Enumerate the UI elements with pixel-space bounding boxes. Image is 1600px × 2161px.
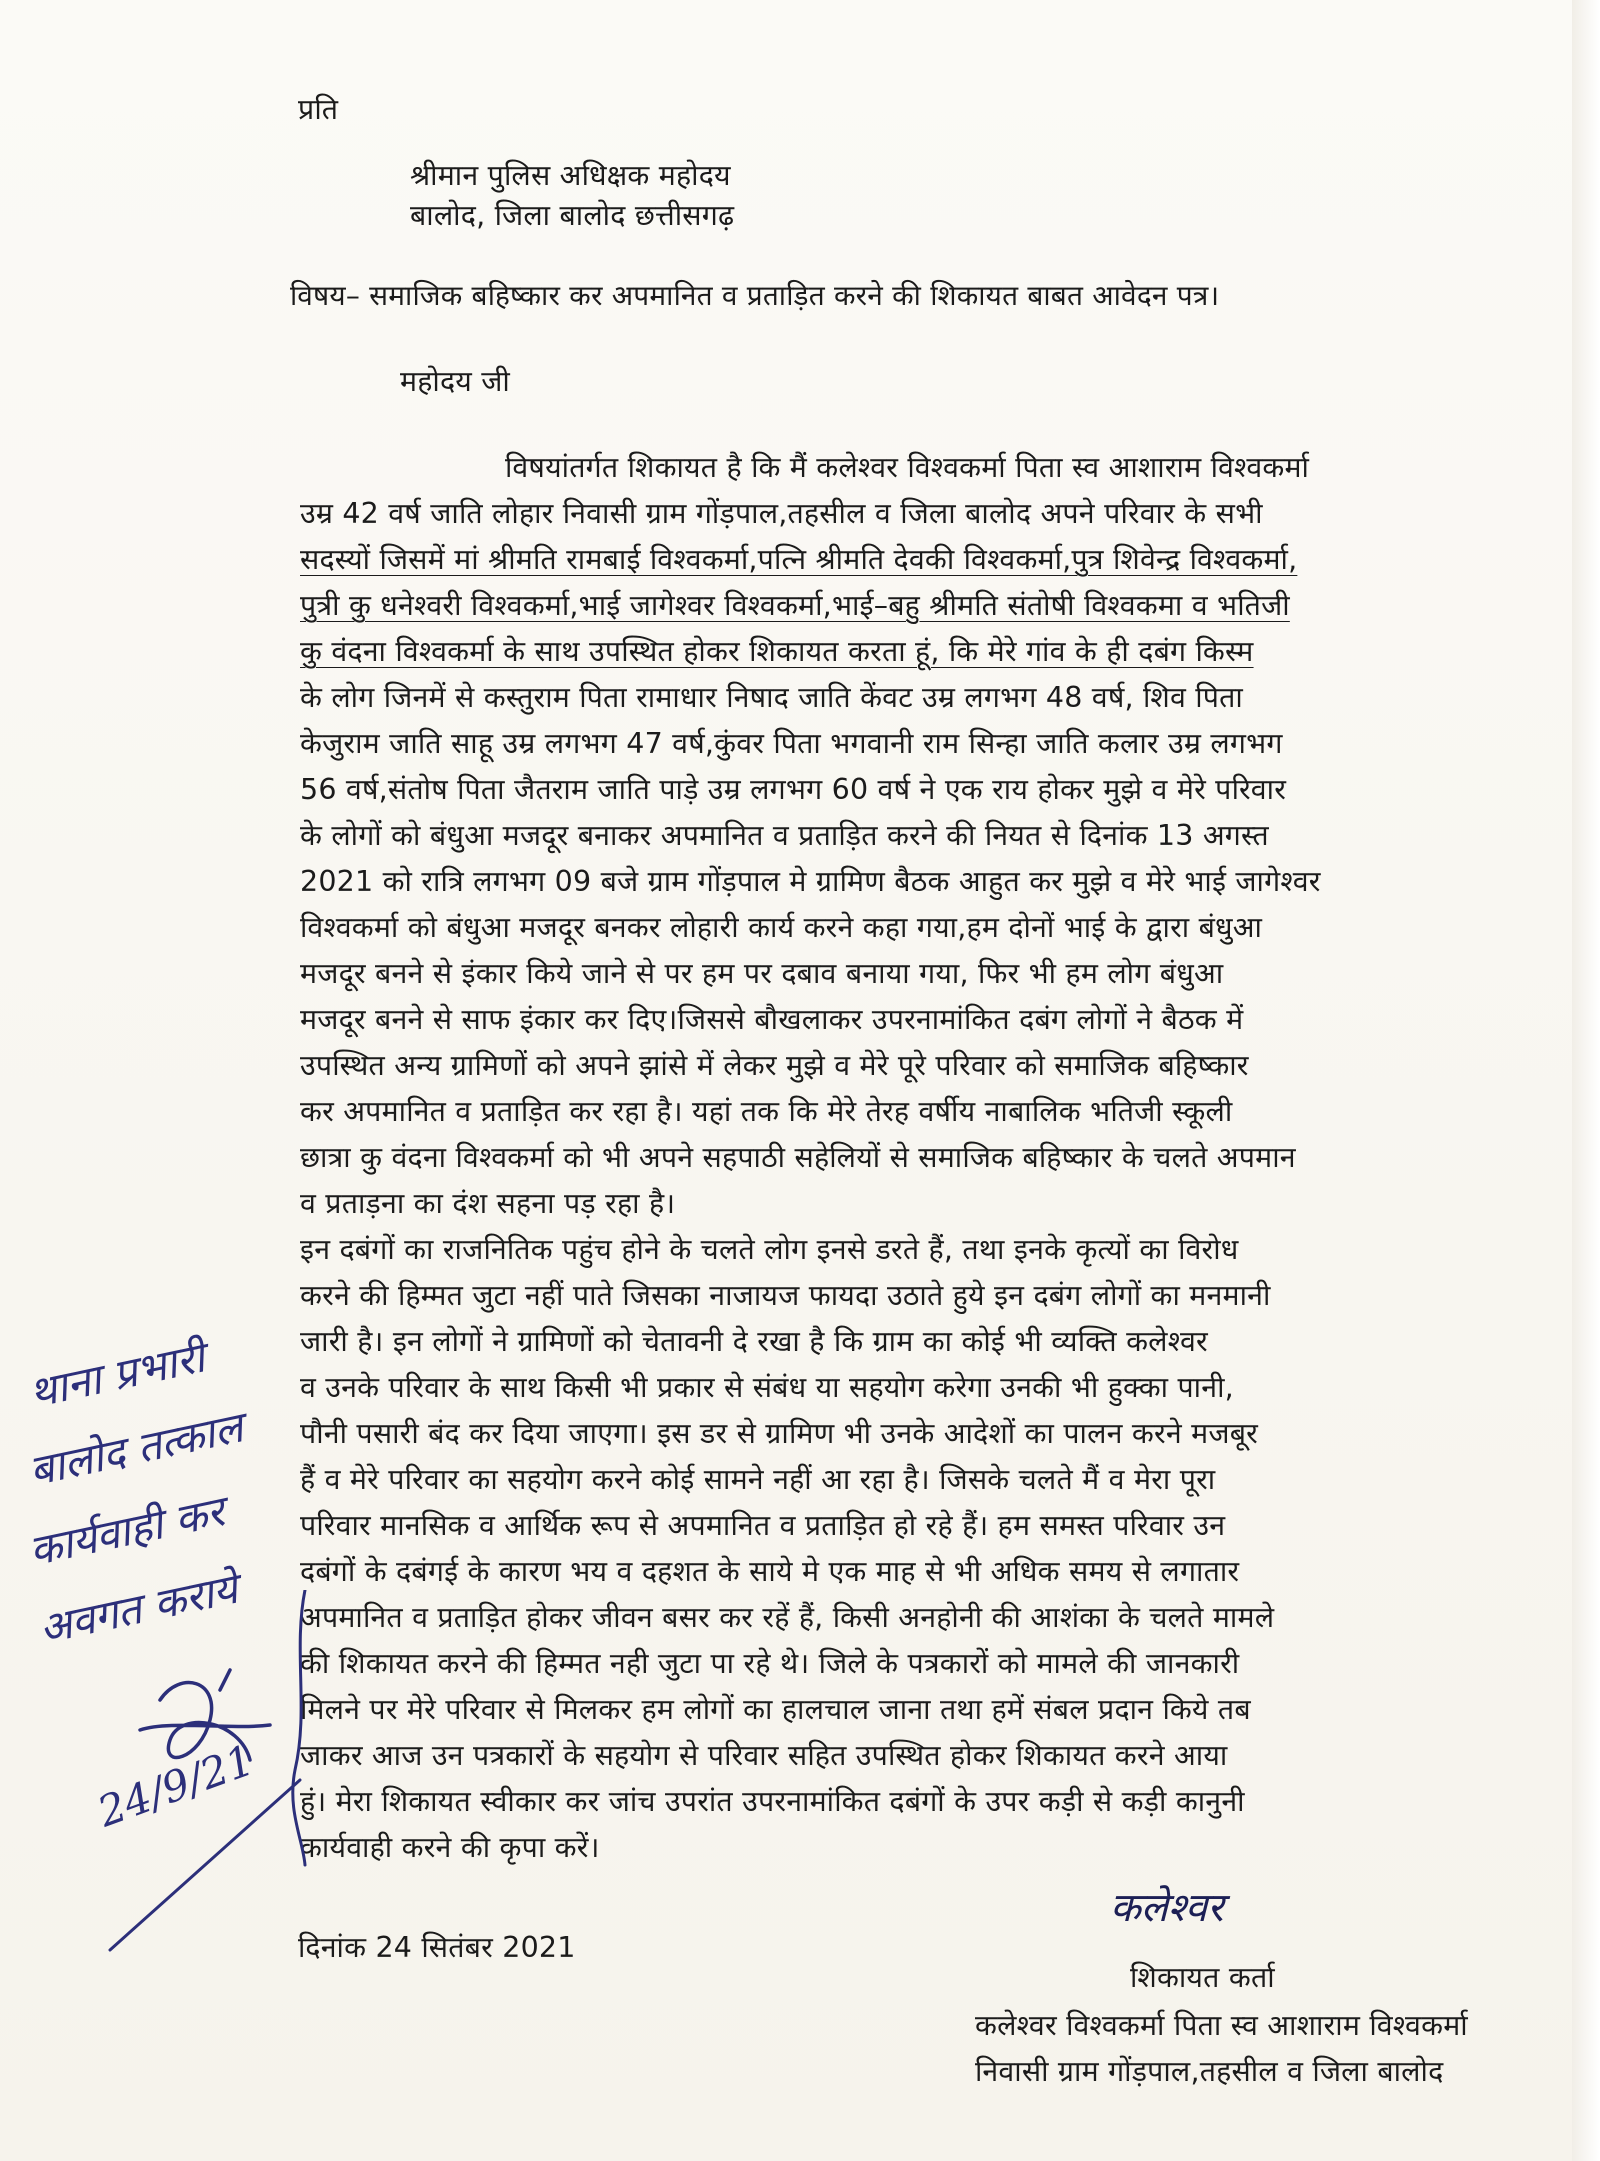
complainant-address: निवासी ग्राम गोंड़पाल,तहसील व जिला बालोद [975,2055,1444,2088]
handwritten-note-date: 24/9/21 [91,1735,261,1837]
page-edge [1572,0,1600,2161]
body-line: की शिकायत करने की हिम्मत नही जुटा पा रहे थे। जिले के पत्रकारों को मामले की जानकारी [300,1647,1240,1680]
body-line: जारी है। इन लोगों ने ग्रामिणों को चेतावनी दे रखा है कि ग्राम का कोई भी व्यक्ति कलेश्वर [300,1325,1208,1358]
body-line: जाकर आज उन पत्रकारों के सहयोग से परिवार सहित उपस्थित होकर शिकायत करने आया [300,1739,1228,1772]
body-line: व उनके परिवार के साथ किसी भी प्रकार से संबंध या सहयोग करेगा उनकी भी हुक्का पानी, [300,1371,1234,1404]
body-line: 2021 को रात्रि लगभग 09 बजे ग्राम गोंड़पाल मे ग्रामिण बैठक आहुत कर मुझे व मेरे भाई जागेश्वर [300,865,1321,898]
body-line: करने की हिम्मत जुटा नहीं पाते जिसका नाजायज फायदा उठाते हुये इन दबंग लोगों का मनमानी [300,1279,1271,1312]
handwritten-note-line-4: अवगत कराये [34,1563,242,1654]
body-line: दबंगों के दबंगई के कारण भय व दहशत के साये मे एक माह से भी अधिक समय से लगातार [300,1555,1240,1588]
body-line: कार्यवाही करने की कृपा करें। [300,1831,600,1864]
handwritten-note-line-3: कार्यवाही कर [24,1486,229,1576]
body-line: के लोग जिनमें से कस्तुराम पिता रामाधार निषाद जाति केंवट उम्र लगभग 48 वर्ष, शिव पिता [300,681,1243,714]
complainant-label: शिकायत कर्ता [1130,1961,1275,1994]
handwritten-note-line-1: थाना प्रभारी [24,1332,209,1418]
body-line: अपमानित व प्रताड़ित होकर जीवन बसर कर रहें हैं, किसी अनहोनी की आशंका के चलते मामले [300,1601,1275,1634]
prati-label: प्रति [298,93,339,126]
body-line: विश्वकर्मा को बंधुआ मजदूर बनकर लोहारी कार्य करने कहा गया,हम दोनों भाई के द्वारा बंधुआ [300,911,1263,944]
body-line: पौनी पसारी बंद कर दिया जाएगा। इस डर से ग्रामिण भी उनके आदेशों का पालन करने मजबूर [300,1417,1259,1450]
body-line: पुत्री कु धनेश्वरी विश्वकर्मा,भाई जागेश्वर विश्वकर्मा,भाई–बहु श्रीमति संतोषी विश्वकमा व भतिजी [300,589,1290,622]
body-line: मिलने पर मेरे परिवार से मिलकर हम लोगों का हालचाल जाना तथा हमें संबल प्रदान किये तब [300,1693,1251,1726]
body-line: कर अपमानित व प्रताड़ित कर रहा है। यहां तक कि मेरे तेरह वर्षीय नाबालिक भतिजी स्कूली [300,1095,1233,1128]
body-line: 56 वर्ष,संतोष पिता जैतराम जाति पाड़े उम्र लगभग 60 वर्ष ने एक राय होकर मुझे व मेरे परिवार [300,773,1287,806]
body-line: सदस्यों जिसमें मां श्रीमति रामबाई विश्वकर्मा,पत्नि श्रीमति देवकी विश्वकर्मा,पुत्र शिवेन्द्र विश्वकर्मा, [300,543,1298,576]
body-line: हैं व मेरे परिवार का सहयोग करने कोई सामने नहीं आ रहा है। जिसके चलते मैं व मेरा पूरा [300,1463,1216,1496]
body-line: कु वंदना विश्वकर्मा के साथ उपस्थित होकर शिकायत करता हूं, कि मेरे गांव के ही दबंग किस्म [300,635,1254,668]
body-line: उम्र 42 वर्ष जाति लोहार निवासी ग्राम गोंड़पाल,तहसील व जिला बालोद अपने परिवार के सभी [300,497,1263,530]
margin-bracket-icon [275,1590,335,1870]
body-line: परिवार मानसिक व आर्थिक रूप से अपमानित व प्रताड़ित हो रहे हैं। हम समस्त परिवार उन [300,1509,1226,1542]
letter-date: दिनांक 24 सितंबर 2021 [298,1931,576,1964]
body-line: के लोगों को बंधुआ मजदूर बनाकर अपमानित व प्रताड़ित करने की नियत से दिनांक 13 अगस्त [300,819,1269,852]
body-line: मजदूर बनने से साफ इंकार कर दिए।जिससे बौखलाकर उपरनामांकित दबंग लोगों ने बैठक में [300,1003,1244,1036]
body-line: इन दबंगों का राजनितिक पहुंच होने के चलते लोग इनसे डरते हैं, तथा इनके कृत्यों का विरोध [300,1233,1239,1266]
salutation: महोदय जी [400,365,511,398]
handwritten-note-line-2: बालोद तत्काल [24,1402,248,1496]
body-line: मजदूर बनने से इंकार किये जाने से पर हम पर दबाव बनाया गया, फिर भी हम लोग बंधुआ [300,957,1224,990]
addressee-line-2: बालोद, जिला बालोद छत्तीसगढ़ [410,199,735,232]
body-line: छात्रा कु वंदना विश्वकर्मा को भी अपने सहपाठी सहेलियों से समाजिक बहिष्कार के चलते अपमान [300,1141,1296,1174]
addressee-line-1: श्रीमान पुलिस अधिक्षक महोदय [410,159,731,192]
body-line: व प्रताड़ना का दंश सहना पड़ रहा है। [300,1187,676,1220]
signature: कलेश्वर [1110,1885,1224,1931]
body-line: हुं। मेरा शिकायत स्वीकार कर जांच उपरांत उपरनामांकित दबंगों के उपर कड़ी से कड़ी कानुनी [300,1785,1245,1818]
complainant-name: कलेश्वर विश्वकर्मा पिता स्व आशाराम विश्वकर्मा [975,2009,1468,2042]
body-line: विषयांतर्गत शिकायत है कि मैं कलेश्वर विश्वकर्मा पिता स्व आशाराम विश्वकर्मा [505,451,1310,484]
body-line: केजुराम जाति साहू उम्र लगभग 47 वर्ष,कुंवर पिता भगवानी राम सिन्हा जाति कलार उम्र लगभग [300,727,1283,760]
subject-line: विषय– समाजिक बहिष्कार कर अपमानित व प्रताड़ित करने की शिकायत बाबत आवेदन पत्र। [290,279,1220,312]
body-line: उपस्थित अन्य ग्रामिणों को अपने झांसे में लेकर मुझे व मेरे पूरे परिवार को समाजिक बहिष्कार [300,1049,1249,1082]
